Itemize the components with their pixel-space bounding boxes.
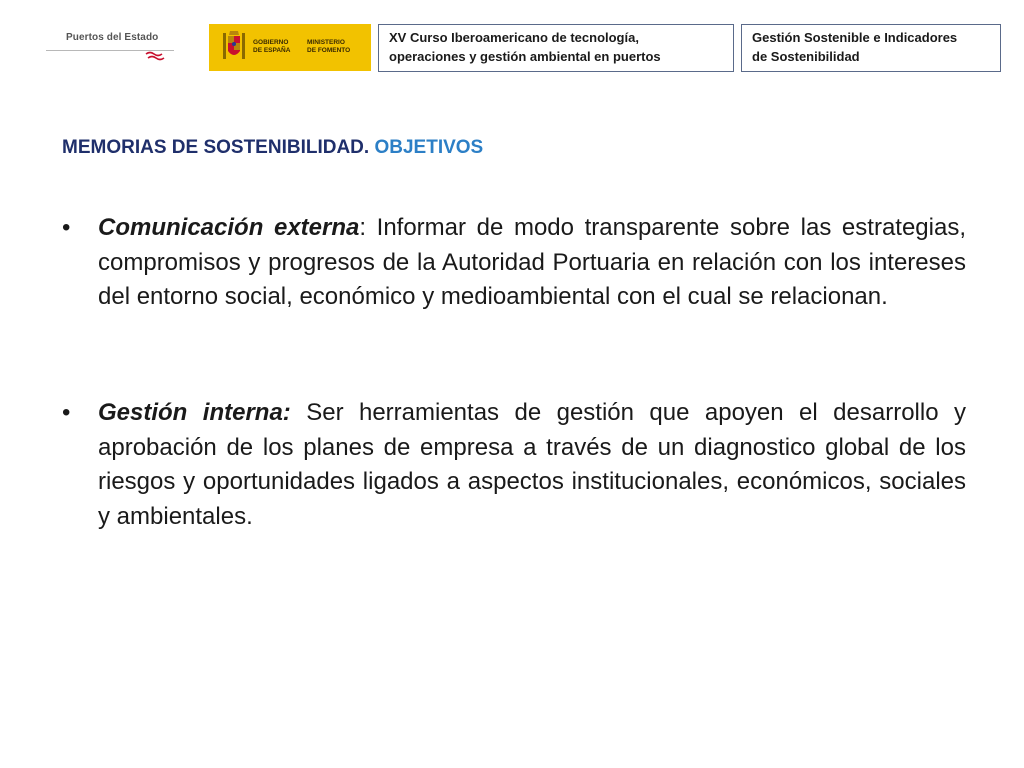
bullet-gestion-interna — [62, 396, 966, 534]
bullet-term: Gestión interna: — [98, 399, 291, 426]
bullet-marker: • — [62, 214, 71, 241]
bullet-body: Informar de modo transparente sobre las estrategias, compromisos y progresos de la Autoridad Portuaria en relación con los intereses del entorno social, económico y medioambiental con el cual se relacionan. — [98, 214, 966, 310]
gobierno-ministerio-logo — [209, 24, 371, 71]
topic-title-box — [741, 24, 1001, 72]
bullet-comunicacion-externa — [62, 211, 966, 315]
bullet-body: Ser herramientas de gestión que apoyen el desarrollo y aprobación de los planes de empresa a través de un diagnostico global de los riesgos y oportunidades ligados a aspectos institucionales, económicos, sociales y ambientales. — [98, 399, 966, 530]
section-title — [62, 137, 483, 159]
coat-of-arms-icon — [221, 29, 247, 65]
topic-title-line-2: de Sostenibilidad — [752, 49, 860, 64]
puertos-logo-text: Puertos del Estado — [66, 32, 159, 43]
bullet-separator: : — [359, 214, 367, 241]
course-title-line-2: operaciones y gestión ambiental en puertos — [389, 49, 661, 64]
course-title-line-1: XV Curso Iberoamericano de tecnología, — [389, 30, 639, 45]
bullet-term: Comunicación externa — [98, 214, 360, 241]
puertos-del-estado-logo — [46, 26, 174, 62]
gobierno-text: GOBIERNO DE ESPAÑA — [253, 39, 291, 54]
bullet-marker: • — [62, 399, 71, 426]
section-title-accent: OBJETIVOS — [374, 137, 484, 158]
ministerio-text: MINISTERIO DE FOMENTO — [307, 39, 351, 54]
section-title-main: MEMORIAS DE SOSTENIBILIDAD. — [62, 137, 370, 158]
course-title-box — [378, 24, 734, 72]
bullet-text — [98, 211, 966, 315]
topic-title-line-1: Gestión Sostenible e Indicadores — [752, 30, 958, 45]
bullet-text — [98, 396, 966, 534]
puertos-wave-icon — [144, 51, 166, 61]
